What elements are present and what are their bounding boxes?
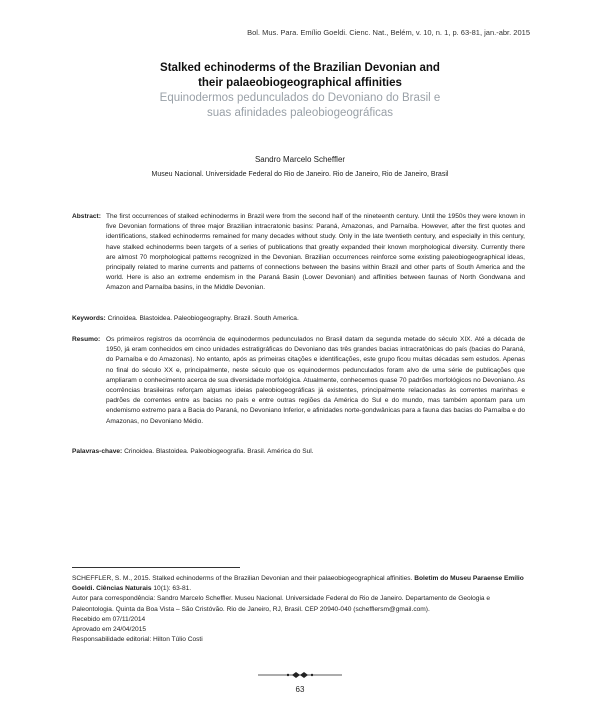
article-title-portuguese: [0, 91, 600, 121]
citation: [72, 574, 528, 594]
correspondence: Autor para correspondência: Sandro Marcelo Scheffler. Museu Nacional. Universidade Federal do Rio de Janeiro. Departamento de Geologia e Paleontologia. Quinta da Boa Vista – São Cristóvão. Rio de Janeiro, RJ, Brasil. CEP 20940-040 (schefflersm@gmail.com).: [72, 595, 491, 613]
author-affiliation: Museu Nacional. Universidade Federal do Rio de Janeiro. Rio de Janeiro, Rio de Janeiro, Brasil: [151, 171, 449, 178]
title-portuguese-line2: suas afinidades paleobiogeográficas: [206, 107, 394, 119]
footnotes: [72, 574, 528, 645]
palavras-chave-section: [72, 447, 528, 457]
abstract-section: [72, 212, 528, 294]
keywords-label: Keywords:: [72, 315, 106, 322]
resumo-label: Resumo:: [72, 336, 101, 343]
resumo-section: [72, 335, 528, 427]
keywords-section: [72, 314, 528, 324]
footnote-divider: [72, 567, 240, 568]
approved-date: Aprovado em 24/04/2015: [72, 626, 147, 634]
palavras-chave-label: Palavras-chave:: [72, 448, 123, 455]
citation-plain: SCHEFFLER, S. M., 2015. Stalked echinoderms of the Brazilian Devonian and their palaeobiogeographical affinities.: [72, 575, 413, 582]
citation-volume: 10(1): 63-81.: [153, 585, 192, 593]
citation-journal: Boletim do Museu Paraense Emílio Goeldi. Ciências Naturais: [72, 575, 524, 593]
abstract-label: Abstract:: [72, 213, 101, 220]
journal-reference: Bol. Mus. Para. Emílio Goeldi. Cienc. Nat., Belém, v. 10, n. 1, p. 63-81, jan.-abr. 2015: [247, 28, 530, 37]
article-title-english: [0, 61, 600, 91]
title-english-line2: their palaeobiogeographical affinities: [198, 77, 402, 89]
keywords-text: Crinoidea. Blastoidea. Paleobiogeography. Brazil. South America.: [107, 315, 299, 322]
title-english-line1: Stalked echinoderms of the Brazilian Devonian and: [160, 62, 440, 74]
palavras-chave-text: Crinoidea. Blastoidea. Paleobiogeografia. Brasil. América do Sul.: [124, 448, 314, 455]
abstract-text: The first occurrences of stalked echinoderms in Brazil were from the second half of the nineteenth century. Until the 1950s they were known in five Devonian formations of three major Brazilian intracratonic basins: Paraná, Amazonas, and Parnaíba. However, after the first quotes and identifications, stalked echinoderms remained for many decades without study. Only in the late twentieth century, and especially in this century, have stalked echinoderms been targets of a series of publications that greatly expanded their known morphological diversity. Currently there are almost 70 morphological patterns recognized in the Devonian. Brazilian occurrences reinforce some existing paleobiogeographical ideas, principally related to marine currents and patterns of connections between the basins within Brazil and other parts of South America and the world. Here is also an extreme endemism in the Paraná Basin (Lower Devonian) and affinities between faunas of North Gondwana and Amazon and Parnaíba basins, in the Middle Devonian.: [106, 213, 525, 292]
page-number: 63: [295, 685, 305, 694]
resumo-text: Os primeiros registros da ocorrência de equinodermos pedunculados no Brasil datam da segunda metade do século XIX. Até a década de 1950, já eram conhecidos em cinco unidades estratigráficas do Devoniano das três grandes bacias intracratônicas do país (bacias do Paraná, do Parnaíba e do Amazonas). No entanto, após as primeiras citações e identificações, este grupo ficou muitas décadas sem estudos. Apenas no final do século XX e, principalmente, neste século que os equinodermos pedunculados foram alvo de uma série de publicações que ampliaram o conhecimento acerca de sua diversidade morfológica. Atualmente, conhecemos quase 70 padrões morfológicos no Devoniano. As ocorrências brasileiras reforçam algumas ideias paleobiogeográficas já existentes, principalmente relacionadas às correntes marinhas e padrões de correntes entre as bacias no país e entre outras regiões da América do Sul e do mundo, mas também apontam para um endemismo extremo para a Bacia do Paraná, no Devoniano Inferior, e afinidades norte-gondwânicas para a fauna das bacias do Parnaíba e do Amazonas, no Devoniano Médio.: [106, 336, 525, 425]
title-portuguese-line1: Equinodermos pedunculados do Devoniano do Brasil e: [159, 92, 441, 104]
author-name: Sandro Marcelo Scheffler: [254, 155, 346, 164]
ornament-divider: [258, 670, 342, 680]
editorial-responsibility: Responsabilidade editorial: Hilton Túlio Costi: [72, 636, 203, 644]
received-date: Recebido em 07/11/2014: [72, 615, 146, 623]
